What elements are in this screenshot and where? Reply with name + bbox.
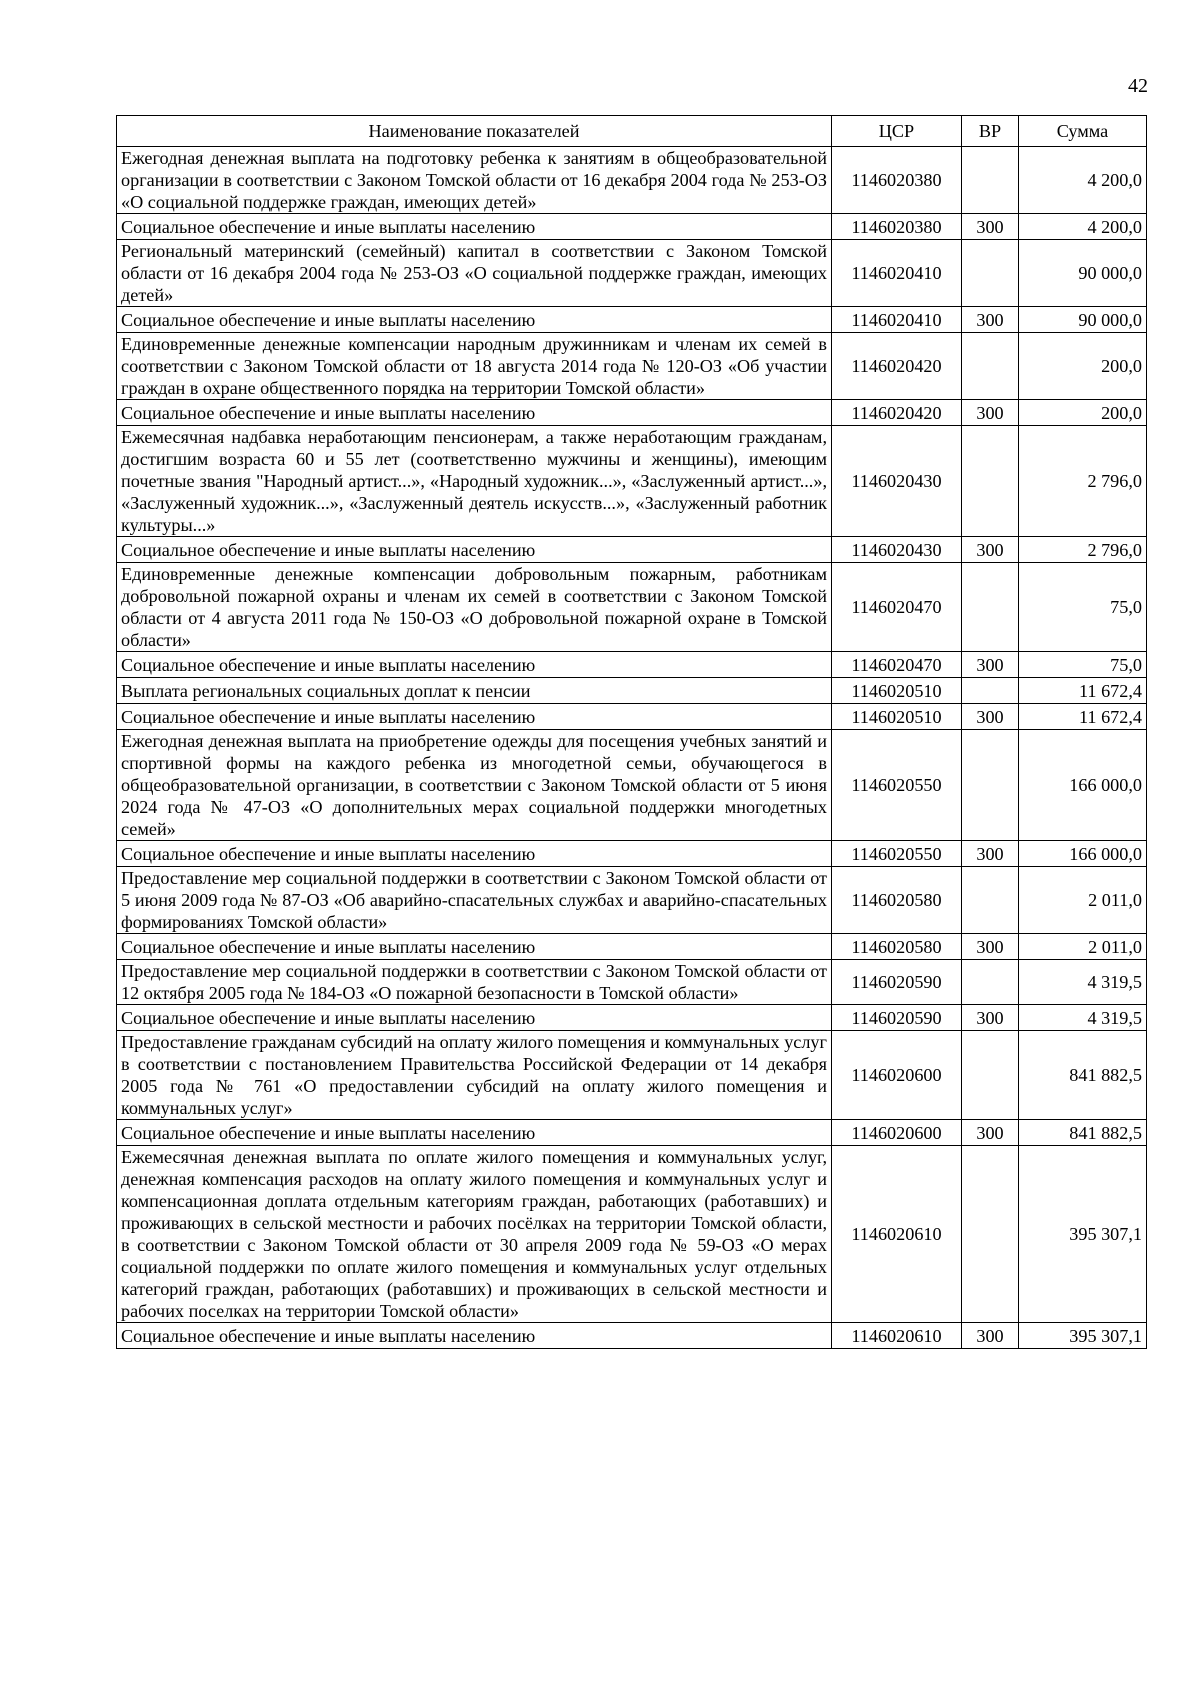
table-row <box>117 678 1147 704</box>
row-name: Социальное обеспечение и иные выплаты населению <box>117 1005 832 1031</box>
row-csr: 1146020590 <box>832 1005 962 1031</box>
row-sum: 90 000,0 <box>1019 240 1147 307</box>
row-sum: 2 011,0 <box>1019 934 1147 960</box>
row-csr: 1146020420 <box>832 333 962 400</box>
row-sum: 2 796,0 <box>1019 426 1147 537</box>
row-name: Единовременные денежные компенсации добровольным пожарным, работникам добровольной пожарной охраны и членам их семей в соответствии с Законом Томской области от 4 августа 2011 года № 150-ОЗ «О добровольной пожарной охране в Томской области» <box>117 563 832 652</box>
table-row <box>117 240 1147 307</box>
page-number: 42 <box>1128 75 1148 97</box>
row-csr: 1146020410 <box>832 240 962 307</box>
row-sum: 841 882,5 <box>1019 1120 1147 1146</box>
row-sum: 166 000,0 <box>1019 730 1147 841</box>
row-vr <box>962 240 1019 307</box>
table-row <box>117 1031 1147 1120</box>
row-vr <box>962 147 1019 214</box>
row-name: Предоставление мер социальной поддержки в соответствии с Законом Томской области от 5 июня 2009 года № 87-ОЗ «Об аварийно-спасательных службах и аварийно-спасательных формированиях Томской области» <box>117 867 832 934</box>
row-vr: 300 <box>962 400 1019 426</box>
row-sum: 200,0 <box>1019 400 1147 426</box>
row-sum: 4 200,0 <box>1019 214 1147 240</box>
table-row <box>117 867 1147 934</box>
table-row <box>117 841 1147 867</box>
row-csr: 1146020580 <box>832 867 962 934</box>
row-csr: 1146020410 <box>832 307 962 333</box>
row-vr: 300 <box>962 934 1019 960</box>
row-name: Социальное обеспечение и иные выплаты населению <box>117 400 832 426</box>
table-row <box>117 400 1147 426</box>
table-row <box>117 147 1147 214</box>
table-row <box>117 960 1147 1005</box>
row-name: Ежегодная денежная выплата на приобретение одежды для посещения учебных занятий и спортивной формы на каждого ребенка из многодетной семьи, обучающегося в общеобразовательной организации, в соответствии с Законом Томской области от 5 июня 2024 года № 47-ОЗ «О дополнительных мерах социальной поддержки многодетных семей» <box>117 730 832 841</box>
row-sum: 200,0 <box>1019 333 1147 400</box>
row-csr: 1146020430 <box>832 537 962 563</box>
row-sum: 75,0 <box>1019 563 1147 652</box>
row-csr: 1146020470 <box>832 652 962 678</box>
table-row <box>117 563 1147 652</box>
row-name: Социальное обеспечение и иные выплаты населению <box>117 934 832 960</box>
row-vr <box>962 730 1019 841</box>
table-row <box>117 934 1147 960</box>
row-csr: 1146020430 <box>832 426 962 537</box>
table-header-row <box>117 116 1147 147</box>
table-row <box>117 1120 1147 1146</box>
row-name: Предоставление мер социальной поддержки в соответствии с Законом Томской области от 12 октября 2005 года № 184-ОЗ «О пожарной безопасности в Томской области» <box>117 960 832 1005</box>
row-csr: 1146020380 <box>832 147 962 214</box>
row-name: Социальное обеспечение и иные выплаты населению <box>117 841 832 867</box>
row-name: Единовременные денежные компенсации народным дружинникам и членам их семей в соответствии с Законом Томской области от 18 августа 2014 года № 120-ОЗ «Об участии граждан в охране общественного порядка на территории Томской области» <box>117 333 832 400</box>
row-name: Социальное обеспечение и иные выплаты населению <box>117 704 832 730</box>
row-csr: 1146020470 <box>832 563 962 652</box>
row-sum: 841 882,5 <box>1019 1031 1147 1120</box>
row-name: Социальное обеспечение и иные выплаты населению <box>117 307 832 333</box>
row-vr: 300 <box>962 704 1019 730</box>
row-sum: 2 796,0 <box>1019 537 1147 563</box>
row-vr <box>962 678 1019 704</box>
table-row <box>117 333 1147 400</box>
row-csr: 1146020550 <box>832 841 962 867</box>
row-vr: 300 <box>962 1005 1019 1031</box>
row-sum: 395 307,1 <box>1019 1146 1147 1323</box>
row-name: Социальное обеспечение и иные выплаты населению <box>117 1323 832 1349</box>
row-name: Социальное обеспечение и иные выплаты населению <box>117 537 832 563</box>
row-sum: 2 011,0 <box>1019 867 1147 934</box>
table-row <box>117 307 1147 333</box>
row-sum: 166 000,0 <box>1019 841 1147 867</box>
row-vr: 300 <box>962 652 1019 678</box>
row-vr <box>962 960 1019 1005</box>
row-vr <box>962 563 1019 652</box>
row-vr: 300 <box>962 841 1019 867</box>
row-csr: 1146020510 <box>832 678 962 704</box>
row-name: Социальное обеспечение и иные выплаты населению <box>117 652 832 678</box>
row-csr: 1146020600 <box>832 1031 962 1120</box>
row-name: Выплата региональных социальных доплат к пенсии <box>117 678 832 704</box>
row-csr: 1146020610 <box>832 1146 962 1323</box>
table-row <box>117 1323 1147 1349</box>
row-sum: 4 319,5 <box>1019 1005 1147 1031</box>
row-name: Ежемесячная денежная выплата по оплате жилого помещения и коммунальных услуг, денежная компенсация расходов на оплату жилого помещения и коммунальных услуг и компенсационная доплата отдельным категориям граждан, работающих (работавших) и проживающих в сельской местности и рабочих посёлках на территории Томской области, в соответствии с Законом Томской области от 30 апреля 2009 года № 59-ОЗ «О мерах социальной поддержки по оплате жилого помещения и коммунальных услуг отдельных категорий граждан, работающих (работавших) и проживающих в сельской местности и рабочих поселках на территории Томской области» <box>117 1146 832 1323</box>
table-row <box>117 1146 1147 1323</box>
row-vr: 300 <box>962 1120 1019 1146</box>
row-csr: 1146020510 <box>832 704 962 730</box>
row-csr: 1146020580 <box>832 934 962 960</box>
row-name: Ежемесячная надбавка неработающим пенсионерам, а также неработающим гражданам, достигшим возраста 60 и 55 лет (соответственно мужчины и женщины), имеющим почетные звания "Народный артист...», «Народный художник...», «Заслуженный артист...», «Заслуженный художник...», «Заслуженный деятель искусств...», «Заслуженный работник культуры...» <box>117 426 832 537</box>
header-sum: Сумма <box>1019 116 1147 147</box>
row-csr: 1146020600 <box>832 1120 962 1146</box>
row-vr <box>962 867 1019 934</box>
row-csr: 1146020590 <box>832 960 962 1005</box>
row-vr: 300 <box>962 537 1019 563</box>
row-sum: 11 672,4 <box>1019 678 1147 704</box>
row-vr: 300 <box>962 1323 1019 1349</box>
header-vr: ВР <box>962 116 1019 147</box>
row-name: Региональный материнский (семейный) капитал в соответствии с Законом Томской области от 16 декабря 2004 года № 253-ОЗ «О социальной поддержке граждан, имеющих детей» <box>117 240 832 307</box>
row-vr <box>962 333 1019 400</box>
row-sum: 90 000,0 <box>1019 307 1147 333</box>
row-name: Социальное обеспечение и иные выплаты населению <box>117 214 832 240</box>
row-vr <box>962 1031 1019 1120</box>
row-vr <box>962 1146 1019 1323</box>
table-row <box>117 730 1147 841</box>
row-sum: 4 200,0 <box>1019 147 1147 214</box>
row-csr: 1146020550 <box>832 730 962 841</box>
row-sum: 11 672,4 <box>1019 704 1147 730</box>
row-vr <box>962 426 1019 537</box>
table-row <box>117 537 1147 563</box>
row-sum: 4 319,5 <box>1019 960 1147 1005</box>
budget-table <box>116 115 1147 1349</box>
row-vr: 300 <box>962 307 1019 333</box>
row-name: Предоставление гражданам субсидий на оплату жилого помещения и коммунальных услуг в соответствии с постановлением Правительства Российской Федерации от 14 декабря 2005 года № 761 «О предоставлении субсидий на оплату жилого помещения и коммунальных услуг» <box>117 1031 832 1120</box>
table-row <box>117 214 1147 240</box>
table-row <box>117 426 1147 537</box>
table-row <box>117 652 1147 678</box>
row-csr: 1146020420 <box>832 400 962 426</box>
row-name: Ежегодная денежная выплата на подготовку ребенка к занятиям в общеобразовательной организации в соответствии с Законом Томской области от 16 декабря 2004 года № 253-ОЗ «О социальной поддержке граждан, имеющих детей» <box>117 147 832 214</box>
header-csr: ЦСР <box>832 116 962 147</box>
header-name: Наименование показателей <box>117 116 832 147</box>
row-sum: 75,0 <box>1019 652 1147 678</box>
row-name: Социальное обеспечение и иные выплаты населению <box>117 1120 832 1146</box>
table-row <box>117 704 1147 730</box>
table-row <box>117 1005 1147 1031</box>
row-csr: 1146020380 <box>832 214 962 240</box>
row-vr: 300 <box>962 214 1019 240</box>
row-sum: 395 307,1 <box>1019 1323 1147 1349</box>
row-csr: 1146020610 <box>832 1323 962 1349</box>
